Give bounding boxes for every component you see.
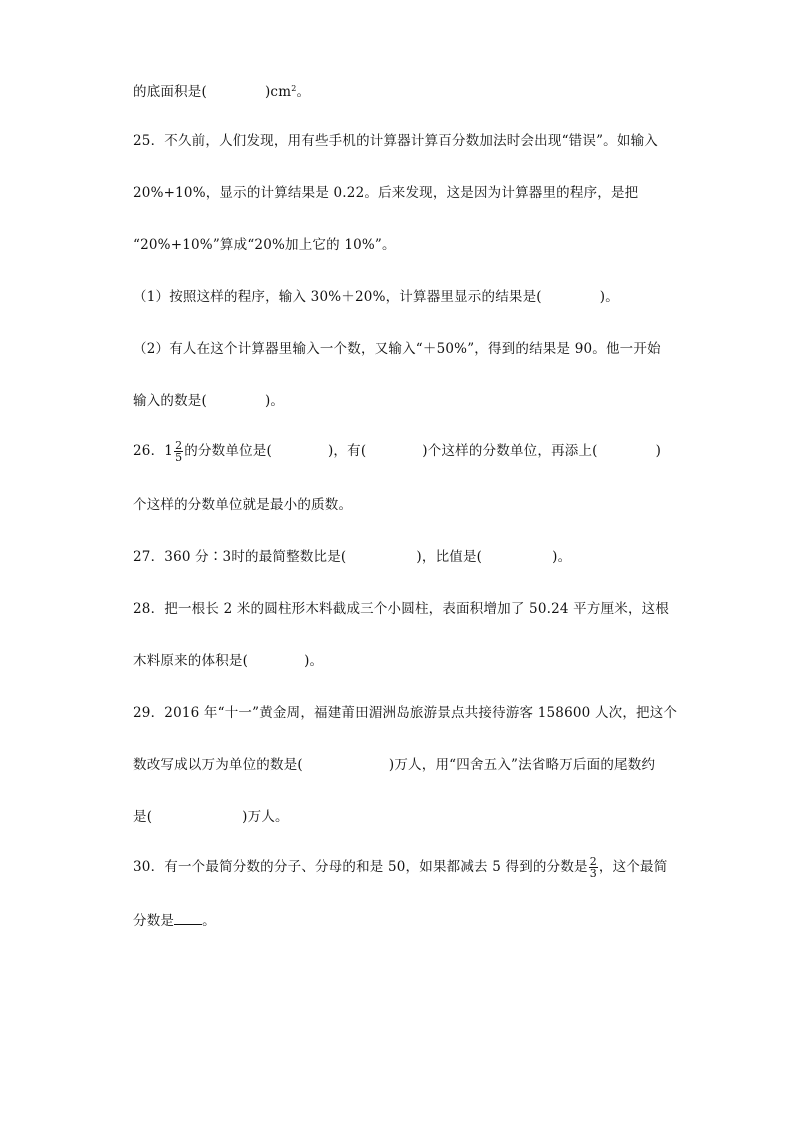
question-30-line-1 <box>133 854 667 880</box>
question-29-line-1: 29．2016 年“十一”黄金周，福建莆田湄洲岛旅游景点共接待游客 158600 人次，把这个 <box>133 705 678 721</box>
answer-underline-blank[interactable] <box>174 912 202 925</box>
text-segment: （1）按照这样的程序，输入 30%＋20%，计算器里显示的结果是( <box>133 289 542 305</box>
text-segment: )，比值是( <box>416 549 483 565</box>
text-segment: )个这样的分数单位，再添上( <box>422 443 598 459</box>
question-26-line-2: 个这样的分数单位就是最小的质数。 <box>133 497 353 513</box>
fraction-denominator: 3 <box>589 867 597 880</box>
question-29-line-3 <box>133 808 289 826</box>
question-number: 26． <box>133 443 165 459</box>
text-segment: 木料原来的体积是( <box>133 653 249 669</box>
question-25-part-2-line-2 <box>133 392 284 410</box>
question-25-part-1 <box>133 288 619 306</box>
mixed-number-whole: 1 <box>164 443 174 459</box>
text-segment: 输入的数是( <box>133 393 207 409</box>
fraction-numerator: 2 <box>175 439 183 452</box>
text-segment: 30．有一个最简分数的分子、分母的和是 50，如果都减去 5 得到的分数是 <box>133 859 588 875</box>
text-segment: )。 <box>599 289 619 305</box>
fraction-denominator: 5 <box>175 451 183 464</box>
question-25-part-2-line-1: （2）有人在这个计算器里输入一个数，又输入“＋50%”，得到的结果是 90。他一开始 <box>133 341 661 357</box>
fraction <box>174 440 183 463</box>
text-segment: 。 <box>296 84 311 100</box>
text-segment: 27．360 分∶3时的最简整数比是( <box>133 549 347 565</box>
question-27 <box>133 548 571 566</box>
text-segment: )。 <box>264 393 285 409</box>
question-24-tail <box>133 80 310 101</box>
fraction-numerator: 2 <box>589 855 597 868</box>
text-segment: 数改写成以万为单位的数是( <box>133 757 303 773</box>
text-segment: )。 <box>552 549 572 565</box>
question-28-line-2 <box>133 652 323 670</box>
text-segment: 分数是 <box>133 913 175 929</box>
text-segment: ) <box>655 443 662 459</box>
question-25-line-1: 25．不久前，人们发现，用有些手机的计算器计算百分数加法时会出现“错误”。如输入 <box>133 133 658 149</box>
question-25-line-2: 20%+10%，显示的计算结果是 0.22。后来发现，这是因为计算器里的程序，是把 <box>133 185 639 201</box>
text-segment: )万人，用“四舍五入”法省略万后面的尾数约 <box>388 757 656 773</box>
question-26-line-1 <box>133 438 661 464</box>
question-28-line-1: 28．把一根长 2 米的圆柱形木料截成三个小圆柱，表面积增加了 50.24 平方厘米，这根 <box>133 601 670 617</box>
text-segment: ，这个最简 <box>598 859 668 875</box>
text-segment: 的分数单位是( <box>184 443 272 459</box>
text-segment: 是( <box>133 809 153 825</box>
superscript: 2 <box>291 84 297 93</box>
text-segment: 的底面积是( <box>133 84 207 100</box>
text-segment: )cm <box>264 84 292 100</box>
text-segment: )万人。 <box>242 809 289 825</box>
fraction <box>589 856 598 879</box>
question-30-line-2 <box>133 912 216 930</box>
question-25-line-3: “20%+10%”算成“20%加上它的 10%”。 <box>133 237 396 253</box>
text-segment: )。 <box>304 653 324 669</box>
question-29-line-2 <box>133 756 655 774</box>
text-segment: 。 <box>202 913 216 929</box>
text-segment: )，有( <box>327 443 367 459</box>
